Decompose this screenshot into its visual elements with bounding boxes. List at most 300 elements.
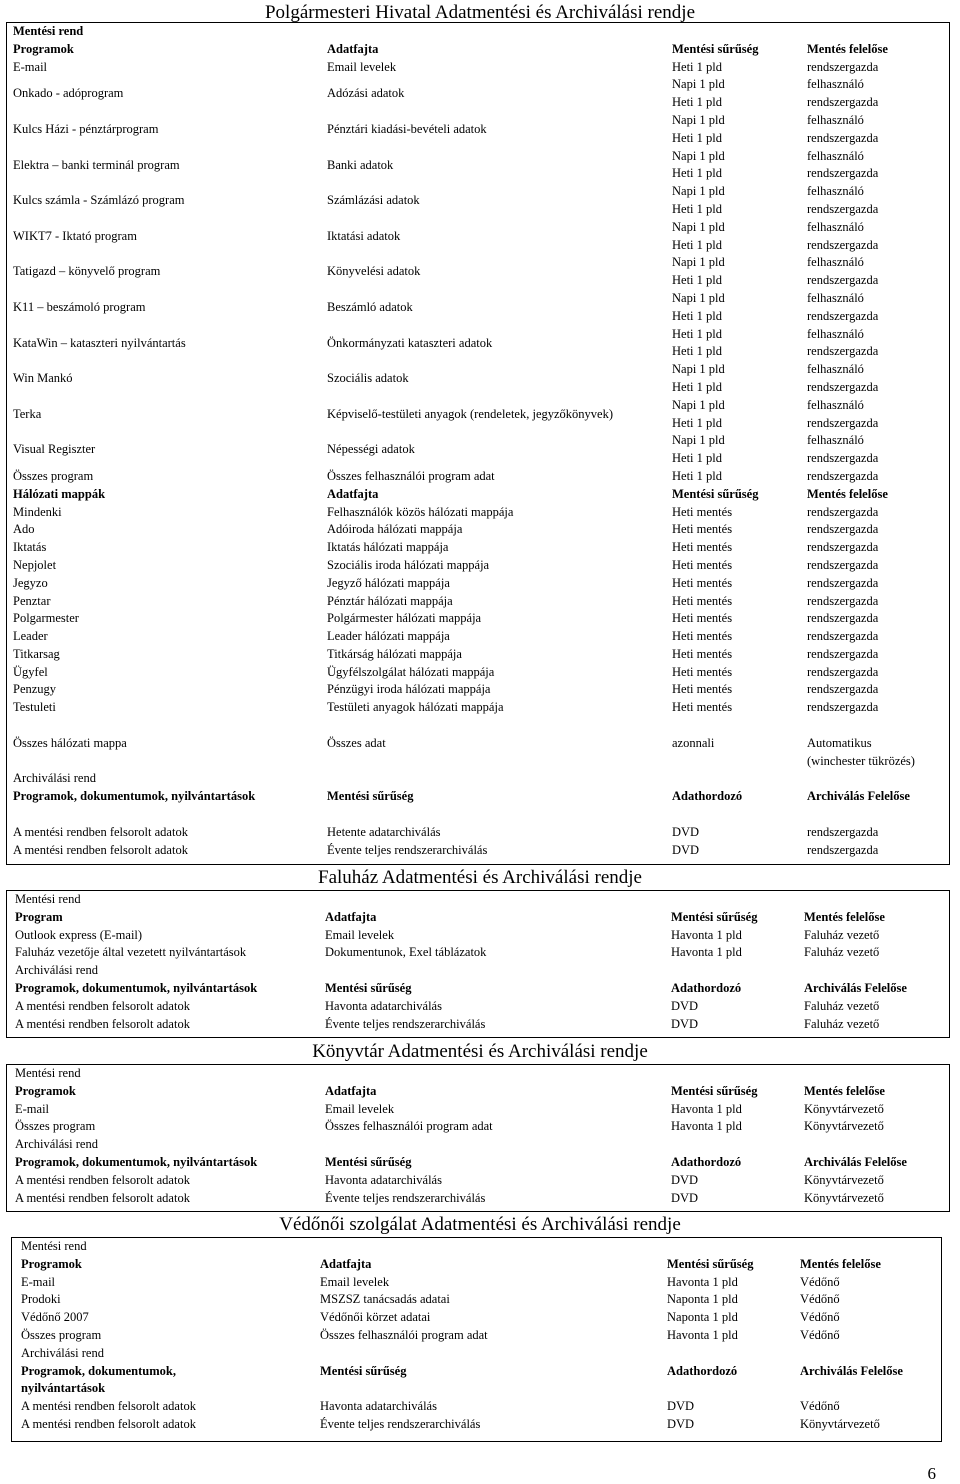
archive-label-row [12,1345,941,1363]
backup-freq: Naponta 1 pld [667,1292,738,1307]
backup-freq: Heti 1 pld [672,130,722,145]
backup-data: Védőnői körzet adatai [320,1310,431,1325]
backup-freq: Napi 1 pld [672,77,725,92]
network-row [7,575,949,593]
backup-freq: Havonta 1 pld [671,1101,742,1116]
network-folder: Penztar [13,593,51,608]
backup-freq: Napi 1 pld [672,290,725,305]
archive-row [7,1016,949,1034]
backup-resp: felhasználó [807,290,864,305]
archive-media: DVD [667,1416,695,1431]
col-mentes-felelose: Mentés felelőse [804,909,885,924]
backup-row [7,927,949,945]
backup-row [12,1291,941,1309]
backup-header-row [7,41,949,59]
backup-row [7,468,949,486]
spacer [7,806,949,824]
backup-resp: rendszergazda [807,379,879,394]
backup-program: Védőnő 2007 [21,1310,89,1325]
col-program: Programok [15,1083,76,1098]
backup-freq: Heti 1 pld [672,201,722,216]
network-data: Ügyfélszolgálat hálózati mappája [327,664,495,679]
network-resp: rendszergazda [807,664,879,679]
network-resp: rendszergazda [807,682,879,697]
col-mentesi-suruseg: Mentési sűrűség [672,41,759,56]
backup-row [7,254,949,290]
archive-label-row [7,770,949,788]
backup-resp: Védőnő [800,1327,840,1342]
section-title-konyvtar: Könyvtár Adatmentési és Archiválási rendje [312,1041,648,1062]
network-row [7,681,949,699]
polgarmesteri-table [6,22,950,865]
vedonoi-table [11,1237,942,1442]
backup-freq: Napi 1 pld [672,397,725,412]
archive-row [7,1190,949,1208]
col-adathordozo: Adathordozó [671,980,742,995]
backup-resp: felhasználó [807,77,864,92]
spacer [7,717,949,735]
col-mentesi-suruseg: Mentési sűrűség [672,486,759,501]
archive-freq: Havonta adatarchiválás [325,1172,442,1187]
backup-freq: Heti 1 pld [672,379,722,394]
network-freq: Heti mentés [672,522,733,537]
col-programok-dok: Programok, dokumentumok, [21,1363,176,1378]
backup-resp: Védőnő [800,1292,840,1307]
col-adathordozo: Adathordozó [671,1154,742,1169]
backup-row [12,1327,941,1345]
col-mentes-felelose: Mentés felelőse [804,1083,885,1098]
archive-row [7,998,949,1016]
network-row [7,610,949,628]
network-row [7,504,949,522]
archive-media: DVD [672,842,700,857]
archive-data: A mentési rendben felsorolt adatok [21,1416,196,1431]
network-data: Adóiroda hálózati mappája [327,522,463,537]
col-mentesi-suruseg: Mentési sűrűség [320,1363,407,1378]
col-halozati-mappak: Hálózati mappák [13,486,106,501]
backup-freq: Heti 1 pld [672,237,722,252]
backup-resp: Faluház vezető [804,927,880,942]
archive-media: DVD [671,1016,699,1031]
archive-resp: Könyvtárvezető [800,1416,880,1431]
backup-data: Email levelek [325,927,395,942]
network-freq: Heti mentés [672,646,733,661]
backup-data: Beszámló adatok [327,299,413,314]
network-freq: Heti mentés [672,593,733,608]
backup-program: Win Mankó [13,371,73,386]
network-total-freq: azonnali [672,735,715,750]
backup-resp: rendszergazda [807,95,879,110]
backup-resp: felhasználó [807,219,864,234]
archive-label: Archiválási rend [15,1137,98,1152]
network-folder: Polgarmester [13,611,79,626]
network-data: Iktatás hálózati mappája [327,540,449,555]
backup-resp: felhasználó [807,362,864,377]
backup-header-row [12,1256,941,1274]
network-resp: rendszergazda [807,629,879,644]
backup-program: Tatigazd – könyvelő program [13,264,161,279]
backup-resp: rendszergazda [807,166,879,181]
backup-row [7,219,949,255]
network-data: Polgármester hálózati mappája [327,611,482,626]
archive-resp: rendszergazda [807,842,879,857]
backup-freq: Heti 1 pld [672,59,722,74]
backup-label: Mentési rend [21,1239,87,1253]
backup-row [7,326,949,362]
archive-resp: Könyvtárvezető [804,1190,884,1205]
network-folder: Jegyzo [13,575,48,590]
network-data: Titkárság hálózati mappája [327,646,462,661]
network-freq: Heti mentés [672,682,733,697]
col-mentesi-suruseg: Mentési sűrűség [327,789,414,804]
backup-row [7,59,949,77]
col-adatfajta: Adatfajta [327,41,379,56]
network-folder: Iktatás [13,540,47,555]
backup-resp: rendszergazda [807,451,879,466]
archive-freq: Hetente adatarchiválás [327,824,441,839]
backup-data: Iktatási adatok [327,228,401,243]
backup-freq: Heti 1 pld [672,308,722,323]
col-program: Program [15,909,63,924]
network-freq: Heti mentés [672,504,733,519]
backup-program: KataWin – kataszteri nyilvántartás [13,335,186,350]
archive-resp: Faluház vezető [804,1016,880,1031]
col-adatfajta: Adatfajta [325,909,377,924]
network-freq: Heti mentés [672,557,733,572]
backup-resp: Védőnő [800,1310,840,1325]
network-freq: Heti mentés [672,664,733,679]
network-data: Jegyző hálózati mappája [327,575,450,590]
col-archivalas-felelose: Archiválás Felelőse [800,1363,903,1378]
faluhaz-table [6,890,950,1038]
archive-freq: Évente teljes rendszerarchiválás [325,1016,486,1031]
backup-program: K11 – beszámoló program [13,299,146,314]
network-resp: rendszergazda [807,575,879,590]
backup-freq: Heti 1 pld [672,344,722,359]
col-programok: Programok [21,1256,82,1271]
archive-label: Archiválási rend [21,1345,104,1360]
col-mentesi-suruseg: Mentési sűrűség [671,1083,758,1098]
backup-data: Népességi adatok [327,442,415,457]
backup-data: Adózási adatok [327,86,405,101]
archive-row [12,1416,941,1434]
archive-data: A mentési rendben felsorolt adatok [13,842,188,857]
col-archivalas-felelose: Archiválás Felelőse [804,980,907,995]
network-total-data: Összes adat [327,735,386,750]
backup-row [7,944,949,962]
network-folder: Testuleti [13,700,56,715]
network-row [7,521,949,539]
archive-media: DVD [671,1190,699,1205]
network-total-resp-note: (winchester tükrözés) [807,753,915,768]
network-row [7,699,949,717]
backup-resp: rendszergazda [807,130,879,145]
backup-program: Faluház vezetője által vezetett nyilvántartások [15,945,247,960]
archive-data: A mentési rendben felsorolt adatok [13,824,188,839]
backup-row [12,1309,941,1327]
archive-label-row [7,1136,949,1154]
archive-freq: Havonta adatarchiválás [325,998,442,1013]
archive-freq: Havonta adatarchiválás [320,1399,437,1414]
network-folder: Leader [13,629,48,644]
network-resp: rendszergazda [807,557,879,572]
backup-resp: felhasználó [807,112,864,127]
network-resp: rendszergazda [807,646,879,661]
col-programok: Programok [13,41,74,56]
backup-data: Email levelek [320,1274,390,1289]
backup-data: Önkormányzati kataszteri adatok [327,335,493,350]
backup-row [7,361,949,397]
network-resp: rendszergazda [807,504,879,519]
backup-program: Összes program [21,1327,102,1342]
network-total-row [7,735,949,771]
network-header-row [7,486,949,504]
backup-resp: rendszergazda [807,273,879,288]
col-programok-dok: Programok, dokumentumok, nyilvántartások [15,980,258,995]
backup-program: E-mail [15,1101,50,1116]
backup-row [7,1101,949,1119]
backup-freq: Naponta 1 pld [667,1310,738,1325]
archive-header-row [7,1154,949,1172]
network-folder: Nepjolet [13,557,57,572]
backup-data: Képviselő-testületi anyagok (rendeletek, jegyzőkönyvek) [327,406,614,421]
backup-resp: felhasználó [807,326,864,341]
backup-resp: rendszergazda [807,201,879,216]
backup-program: Prodoki [21,1292,61,1307]
archive-label: Archiválási rend [15,963,98,978]
network-resp: rendszergazda [807,611,879,626]
archive-row [7,824,949,842]
backup-data: Összes felhasználói program adat [320,1327,488,1342]
backup-data: Banki adatok [327,157,394,172]
archive-media: DVD [671,1172,699,1187]
backup-resp: Könyvtárvezető [804,1101,884,1116]
backup-freq: Havonta 1 pld [667,1327,738,1342]
network-row [7,539,949,557]
backup-freq: Havonta 1 pld [671,1119,742,1134]
backup-freq: Heti 1 pld [672,451,722,466]
archive-row [7,1172,949,1190]
col-mentes-felelose: Mentés felelőse [807,41,888,56]
col-adatfajta: Adatfajta [320,1256,372,1271]
backup-data: Dokumentunok, Exel táblázatok [325,945,487,960]
backup-row [7,183,949,219]
page-number: 6 [927,1464,936,1483]
archive-header-row [7,788,949,806]
backup-row [12,1274,941,1292]
backup-label-row [7,1065,949,1083]
network-data: Pénztár hálózati mappája [327,593,453,608]
archive-row [7,842,949,860]
col-mentesi-suruseg: Mentési sűrűség [325,980,412,995]
backup-freq: Napi 1 pld [672,184,725,199]
network-folder: Ügyfel [13,664,48,679]
backup-row [7,76,949,112]
archive-data: A mentési rendben felsorolt adatok [15,1190,190,1205]
backup-program: WIKT7 - Iktató program [13,228,137,243]
backup-resp: felhasználó [807,397,864,412]
backup-row [7,112,949,148]
section-title-vedonoi: Védőnői szolgálat Adatmentési és Archiválási rendje [279,1214,681,1235]
backup-data: Szociális adatok [327,371,409,386]
backup-resp: felhasználó [807,184,864,199]
backup-resp: felhasználó [807,433,864,448]
col-archivalas-felelose: Archiválás Felelőse [804,1154,907,1169]
network-resp: rendszergazda [807,593,879,608]
network-data: Szociális iroda hálózati mappája [327,557,490,572]
archive-freq: Évente teljes rendszerarchiválás [327,842,488,857]
backup-label-row [12,1238,941,1256]
network-data: Leader hálózati mappája [327,629,450,644]
backup-row [7,148,949,184]
network-folder: Titkarsag [13,646,60,661]
archive-row [12,1398,941,1416]
backup-freq: Napi 1 pld [672,362,725,377]
col-mentesi-suruseg: Mentési sűrűség [325,1154,412,1169]
col-adatfajta: Adatfajta [327,486,379,501]
network-row [7,593,949,611]
backup-row [7,432,949,468]
backup-freq: Napi 1 pld [672,219,725,234]
backup-program: Visual Regiszter [13,442,96,457]
col-mentes-felelose: Mentés felelőse [800,1256,881,1271]
col-adatfajta: Adatfajta [325,1083,377,1098]
backup-resp: felhasználó [807,148,864,163]
col-mentes-felelose: Mentés felelőse [807,486,888,501]
backup-freq: Heti 1 pld [672,273,722,288]
backup-header-row [7,1083,949,1101]
backup-data: Számlázási adatok [327,193,420,208]
network-resp: rendszergazda [807,522,879,537]
backup-resp: Védőnő [800,1274,840,1289]
archive-resp: rendszergazda [807,824,879,839]
archive-label: Archiválási rend [13,771,96,786]
col-programok-dok: Programok, dokumentumok, nyilvántartások [13,789,256,804]
network-data: Felhasználók közös hálózati mappája [327,504,514,519]
archive-data: A mentési rendben felsorolt adatok [15,1172,190,1187]
archive-media: DVD [671,998,699,1013]
col-mentesi-suruseg: Mentési sűrűség [667,1256,754,1271]
col-archivalas-felelose: Archiválás Felelőse [807,789,910,804]
backup-row [7,1118,949,1136]
backup-header-row [7,909,949,927]
backup-program: Kulcs számla - Számlázó program [13,193,185,208]
network-folder: Ado [13,522,35,537]
network-data: Testületi anyagok hálózati mappája [327,700,504,715]
network-freq: Heti mentés [672,575,733,590]
archive-data: A mentési rendben felsorolt adatok [21,1399,196,1414]
section-title-polgarmesteri: Polgármesteri Hivatal Adatmentési és Archiválási rendje [264,2,695,23]
archive-media: DVD [667,1399,695,1414]
section-title-faluhaz: Faluház Adatmentési és Archiválási rendje [318,867,642,888]
col-programok-dok-2: nyilvántartások [21,1381,106,1396]
archive-resp: Könyvtárvezető [804,1172,884,1187]
backup-program: Összes program [15,1119,96,1134]
backup-resp: rendszergazda [807,237,879,252]
network-freq: Heti mentés [672,700,733,715]
network-resp: rendszergazda [807,540,879,555]
backup-freq: Heti 1 pld [672,95,722,110]
backup-data: MSZSZ tanácsadás adatai [320,1292,450,1307]
backup-resp: rendszergazda [807,308,879,323]
backup-program: Kulcs Házi - pénztárprogram [13,121,159,136]
backup-program: E-mail [13,59,48,74]
backup-resp: rendszergazda [807,344,879,359]
backup-freq: Heti 1 pld [672,166,722,181]
col-programok-dok: Programok, dokumentumok, nyilvántartások [15,1154,258,1169]
archive-data: A mentési rendben felsorolt adatok [15,998,190,1013]
backup-label: Mentési rend [15,1066,81,1080]
archive-freq: Évente teljes rendszerarchiválás [320,1416,481,1431]
backup-resp: rendszergazda [807,468,879,483]
backup-label-row [7,891,949,909]
backup-label: Mentési rend [15,892,81,906]
backup-program: Outlook express (E-mail) [15,927,143,942]
backup-freq: Napi 1 pld [672,148,725,163]
backup-freq: Heti 1 pld [672,468,722,483]
backup-program: Onkado - adóprogram [13,86,124,101]
archive-header-row [12,1363,941,1399]
network-freq: Heti mentés [672,611,733,626]
backup-data: Pénztári kiadási-bevételi adatok [327,121,487,136]
backup-resp: rendszergazda [807,415,879,430]
archive-data: A mentési rendben felsorolt adatok [15,1016,190,1031]
backup-label: Mentési rend [13,24,84,38]
backup-resp: rendszergazda [807,59,879,74]
network-row [7,646,949,664]
backup-program: Összes program [13,468,94,483]
backup-resp: felhasználó [807,255,864,270]
backup-freq: Heti 1 pld [672,326,722,341]
col-mentesi-suruseg: Mentési sűrűség [671,909,758,924]
backup-freq: Napi 1 pld [672,112,725,127]
col-adathordozo: Adathordozó [672,789,743,804]
archive-resp: Faluház vezető [804,998,880,1013]
konyvtar-table [6,1064,950,1212]
network-freq: Heti mentés [672,629,733,644]
network-row [7,628,949,646]
archive-header-row [7,980,949,998]
archive-resp: Védőnő [800,1399,840,1414]
backup-freq: Havonta 1 pld [667,1274,738,1289]
backup-row [7,290,949,326]
archive-freq: Évente teljes rendszerarchiválás [325,1190,486,1205]
network-folder: Penzugy [13,682,57,697]
backup-label-row [7,23,949,41]
archive-label-row [7,962,949,980]
backup-row [7,397,949,433]
backup-freq: Havonta 1 pld [671,945,742,960]
backup-program: Elektra – banki terminál program [13,157,180,172]
backup-program: E-mail [21,1274,56,1289]
network-folder: Mindenki [13,504,62,519]
backup-freq: Napi 1 pld [672,255,725,270]
backup-data: Összes felhasználói program adat [325,1119,493,1134]
backup-data: Könyvelési adatok [327,264,421,279]
network-row [7,664,949,682]
network-row [7,557,949,575]
network-total-resp: Automatikus [807,735,872,750]
backup-freq: Napi 1 pld [672,433,725,448]
network-freq: Heti mentés [672,540,733,555]
backup-program: Terka [13,406,42,421]
backup-freq: Havonta 1 pld [671,927,742,942]
network-resp: rendszergazda [807,700,879,715]
backup-resp: Könyvtárvezető [804,1119,884,1134]
network-total-folder: Összes hálózati mappa [13,735,127,750]
col-adathordozo: Adathordozó [667,1363,738,1378]
backup-resp: Faluház vezető [804,945,880,960]
